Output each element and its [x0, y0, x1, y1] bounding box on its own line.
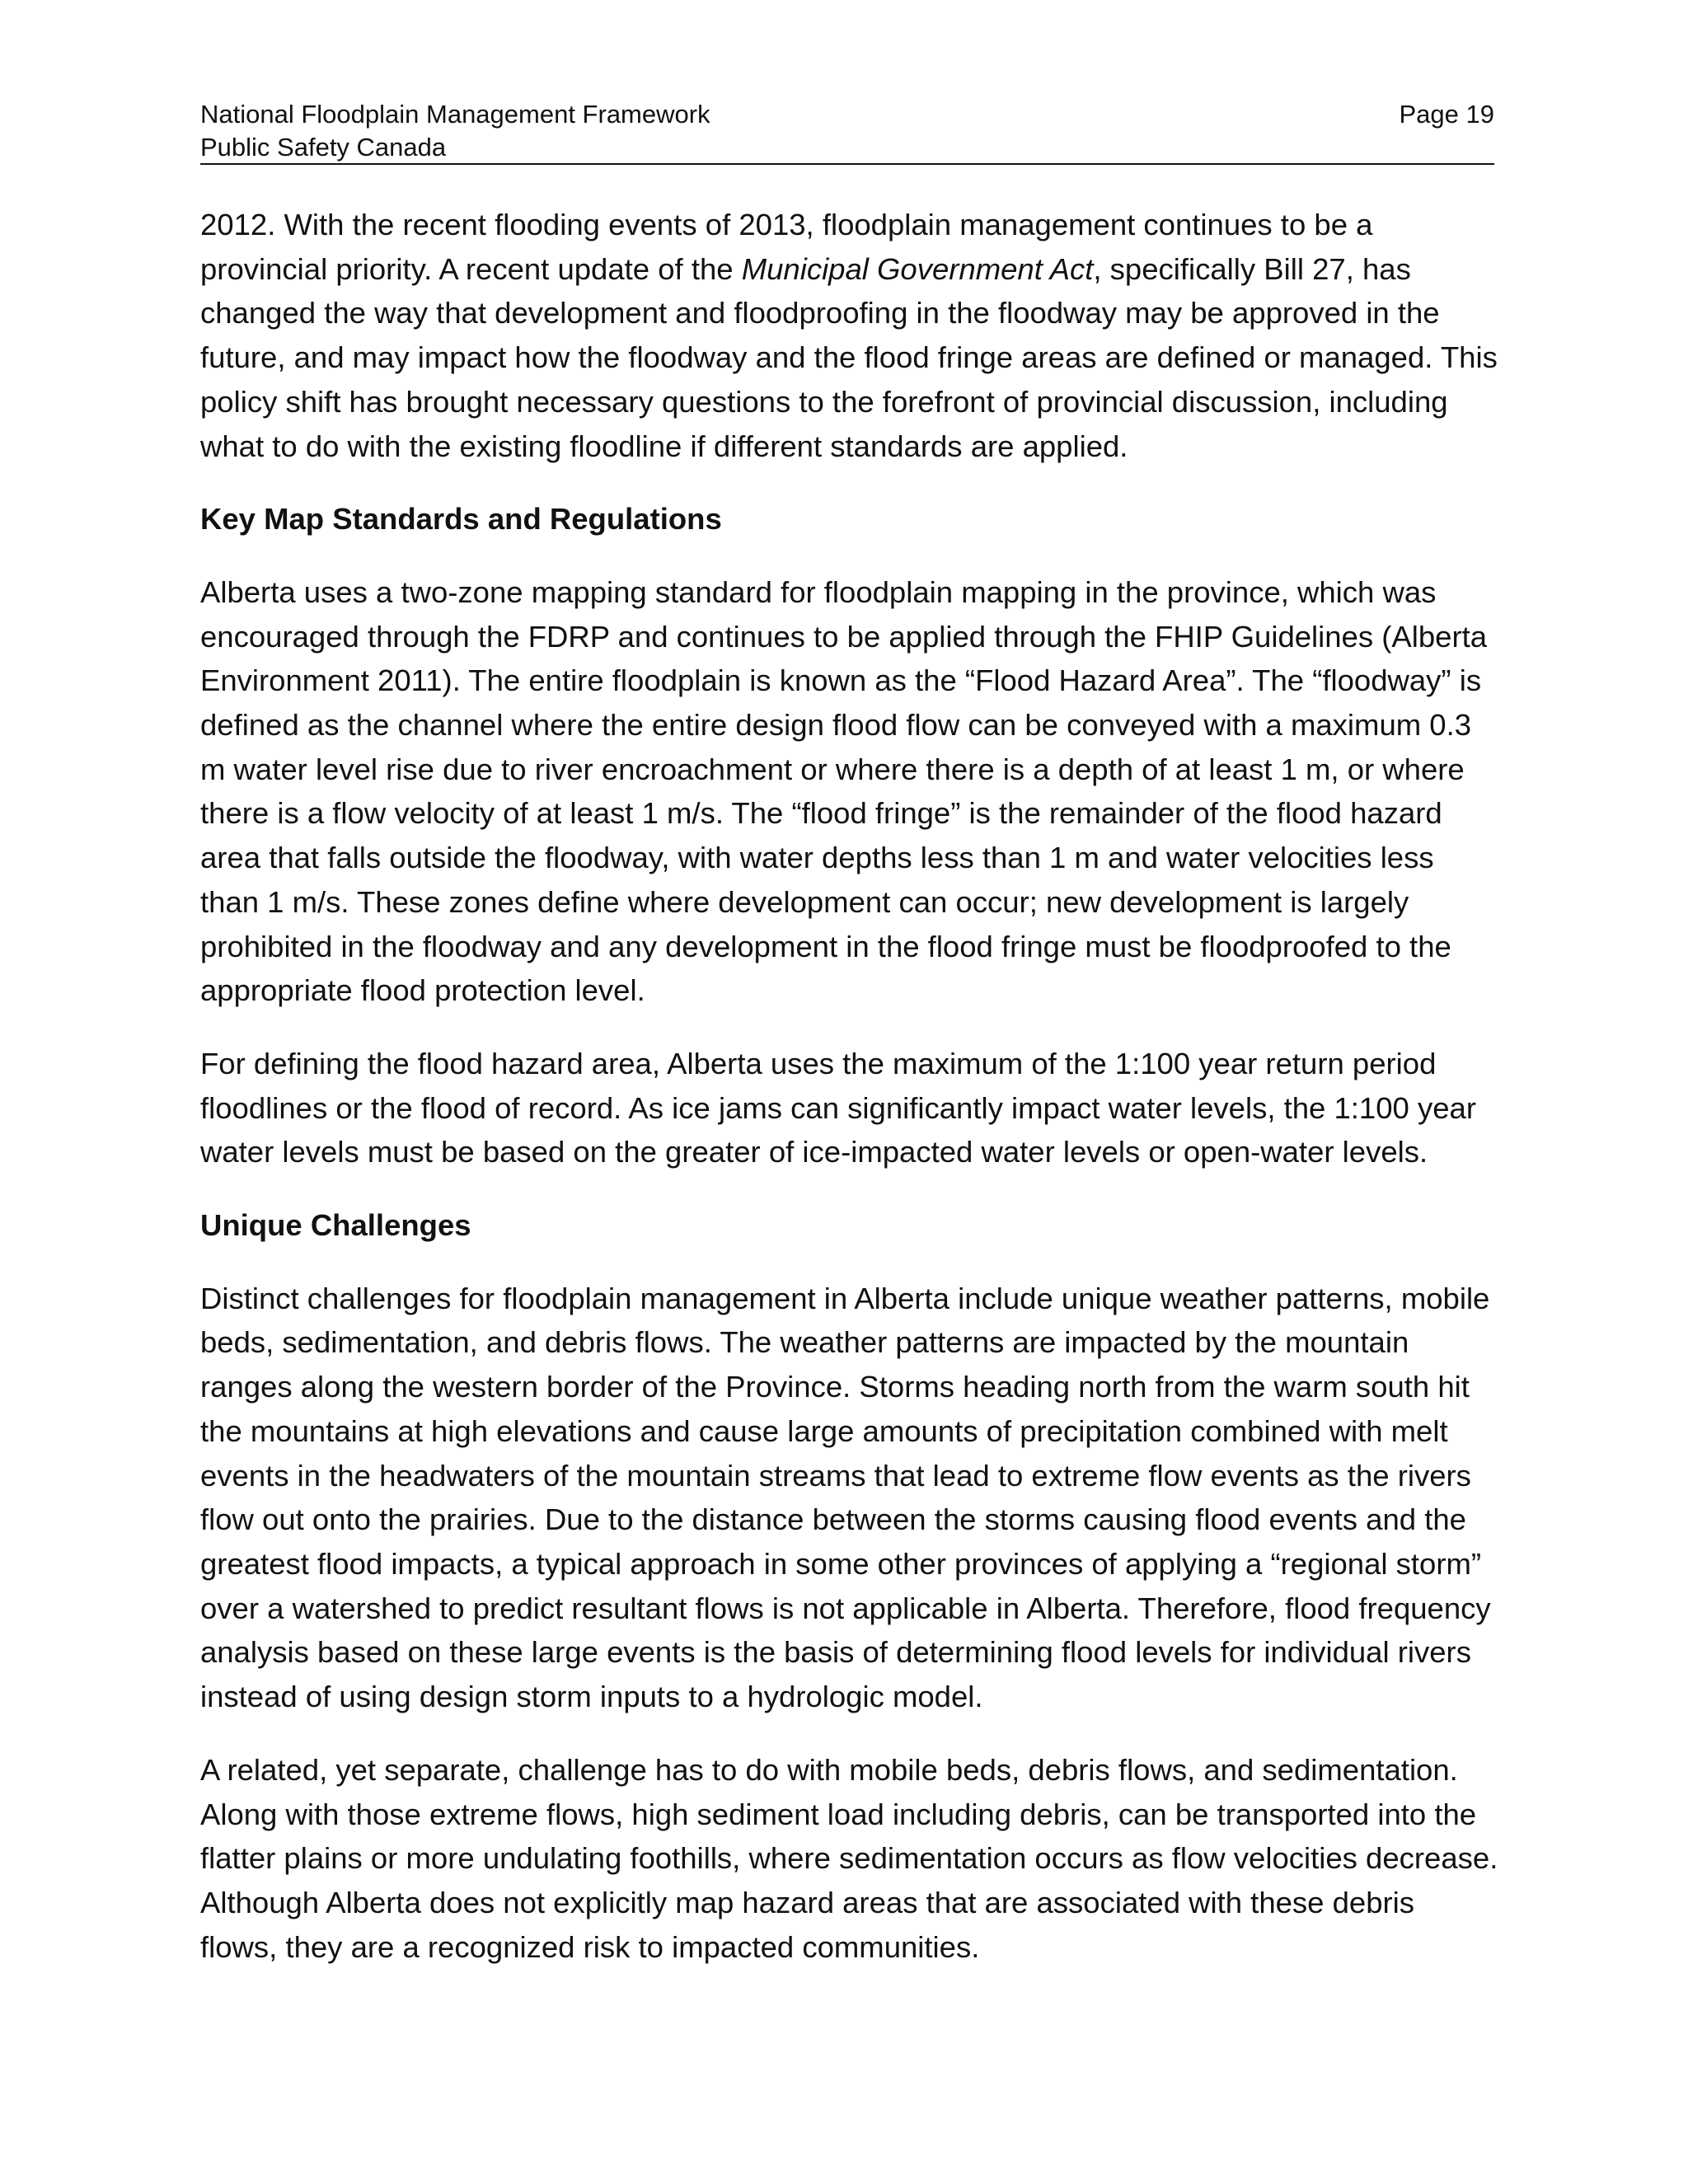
page-header [200, 96, 1494, 165]
paragraph-debris-flows: A related, yet separate, challenge has to do with mobile beds, debris flows, and sedimentation. Along with those extreme flows, high sediment load including debris, can be transported into the flatter plains or more undulating foothills, where sedimentation occurs as flow velocities decrease. Although Alberta does not explicitly map hazard areas that are associated with these debris flows, they are a recognized risk to impacted communities. [200, 1752, 1498, 1964]
paragraph-flood-hazard-definition: For defining the flood hazard area, Alberta uses the maximum of the 1:100 year return period floodlines or the flood of record. As ice jams can significantly impact water levels, the 1:100 year water levels must be based on the greater of ice-impacted water levels or open-water levels. [200, 1046, 1476, 1169]
section-heading-unique-challenges: Unique Challenges [200, 1208, 471, 1243]
paragraph-intro-text-b: , specifically Bill 27, has changed the way that development and floodproofing in the floodway may be approved in the future, and may impact how the floodway and the flood fringe areas are defined or managed. This policy shift has brought necessary questions to the forefront of provincial discussion, including what to do with the existing floodline if different standards are applied. [200, 251, 1498, 463]
paragraph-intro-text-a: 2012. With the recent flooding events of 2013, floodplain management continues to be a provincial priority. A recent update of the [200, 208, 1373, 286]
paragraph-mapping-standard: Alberta uses a two-zone mapping standard for floodplain mapping in the province, which was encouraged through the FDRP and continues to be applied through the FHIP Guidelines (Alberta Environment 2011). The entire floodplain is known as the “Flood Hazard Area”. The “floodway” is defined as the channel where the entire design flood flow can be conveyed with a maximum 0.3 m water level rise due to river encroachment or where there is a depth of at least 1 m, or where there is a flow velocity of at least 1 m/s. The “flood fringe” is the remainder of the flood hazard area that falls outside the floodway, with water depths less than 1 m and water velocities less than 1 m/s. These zones define where development can occur; new development is largely prohibited in the floodway and any development in the flood fringe must be floodproofed to the appropriate flood protection level. [200, 574, 1488, 1008]
section-heading-key-map-standards: Key Map Standards and Regulations [200, 502, 722, 537]
page-body [200, 203, 1498, 1998]
publisher-name: Public Safety Canada [200, 133, 447, 162]
paragraph-intro [200, 203, 1498, 468]
page-number: Page 19 [1399, 100, 1494, 129]
paragraph-weather-challenges: Distinct challenges for floodplain management in Alberta include unique weather patterns, mobile beds, sedimentation, and debris flows. The weather patterns are impacted by the mountain ranges along the western border of the Province. Storms heading north from the warm south hit the mountains at high elevations and cause large amounts of precipitation combined with melt events in the headwaters of the mountain streams that lead to extreme flow events as the rivers flow out onto the prairies. Due to the distance between the storms causing flood events and the greatest flood impacts, a typical approach in some other provinces of applying a “regional storm” over a watershed to predict resultant flows is not applicable in Alberta. Therefore, flood frequency analysis based on these large events is the basis of determining flood levels for individual rivers instead of using design storm inputs to a hydrologic model. [200, 1281, 1491, 1714]
act-title-italic: Municipal Government Act [741, 251, 1094, 286]
document-title: National Floodplain Management Framework [200, 100, 710, 129]
